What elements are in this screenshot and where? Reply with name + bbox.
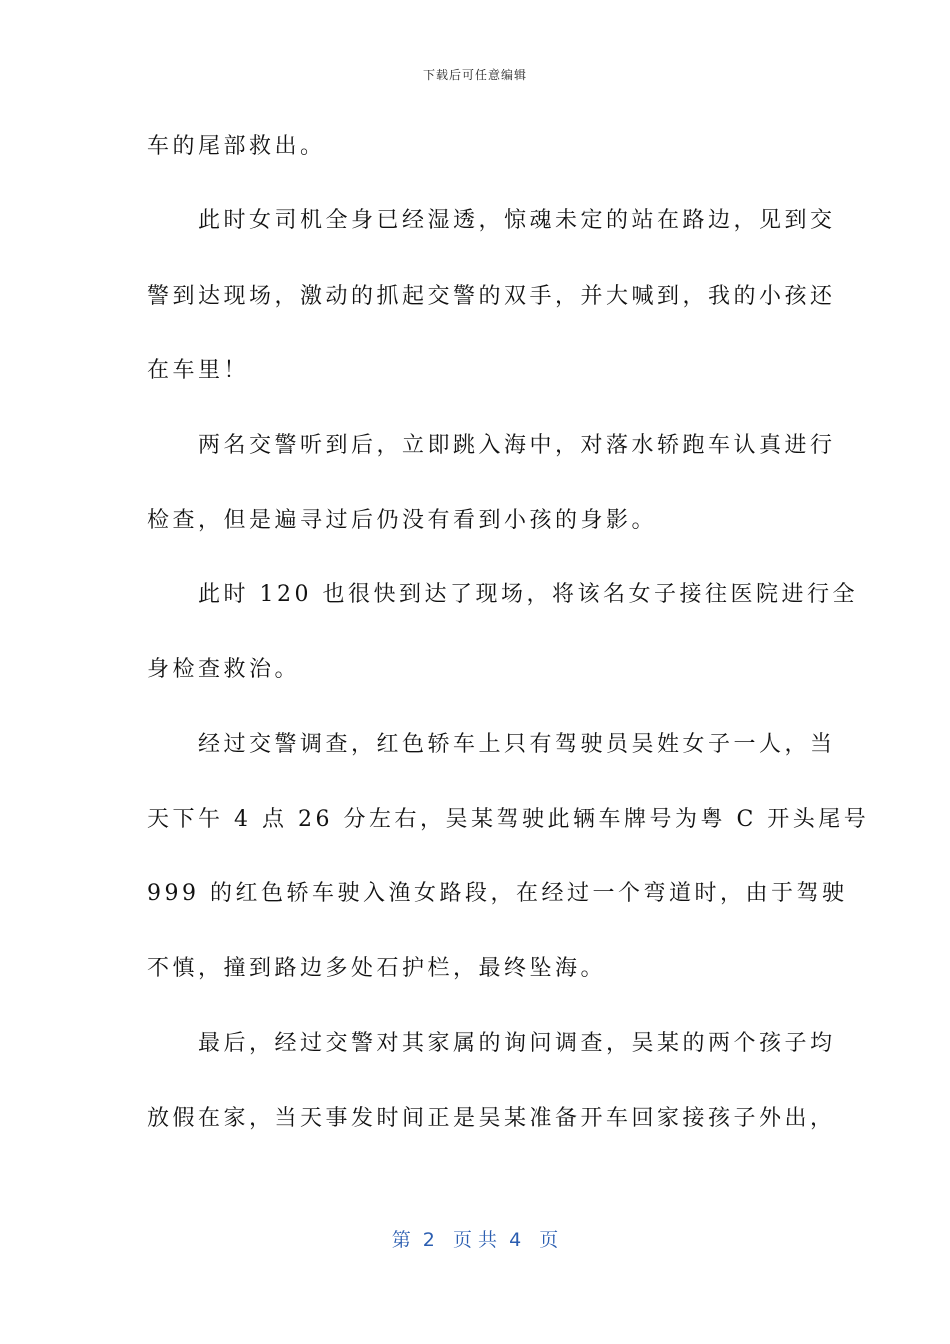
text-line: 警到达现场，激动的抓起交警的双手，并大喊到，我的小孩还 xyxy=(147,284,836,309)
page-header: 下载后可任意编辑 xyxy=(422,68,527,82)
text-line: 身检查救治。 xyxy=(147,657,301,682)
text-line: 不慎，撞到路边多处石护栏，最终坠海。 xyxy=(147,956,607,981)
page-number-footer: 第 2 页 共 4 页 xyxy=(391,1229,559,1251)
text-line: 检查，但是遍寻过后仍没有看到小孩的身影。 xyxy=(147,508,658,533)
text-line: 经过交警调查，红色轿车上只有驾驶员吴姓女子一人，当 xyxy=(147,732,836,757)
text-line: 在车里！ xyxy=(147,358,250,383)
text-line: 此时女司机全身已经湿透，惊魂未定的站在路边，见到交 xyxy=(147,208,836,233)
text-line: 两名交警听到后，立即跳入海中，对落水轿跑车认真进行 xyxy=(147,433,836,458)
text-line: 999 的红色轿车驶入渔女路段，在经过一个弯道时，由于驾驶 xyxy=(147,881,848,906)
text-line: 最后，经过交警对其家属的询问调查，吴某的两个孩子均 xyxy=(147,1031,836,1056)
text-line: 此时 120 也很快到达了现场，将该名女子接往医院进行全 xyxy=(147,582,858,607)
text-line: 车的尾部救出。 xyxy=(147,134,326,159)
text-line: 放假在家，当天事发时间正是吴某准备开车回家接孩子外出， xyxy=(147,1106,836,1131)
text-line: 天下午 4 点 26 分左右，吴某驾驶此辆车牌号为粤 C 开头尾号 xyxy=(147,807,870,832)
